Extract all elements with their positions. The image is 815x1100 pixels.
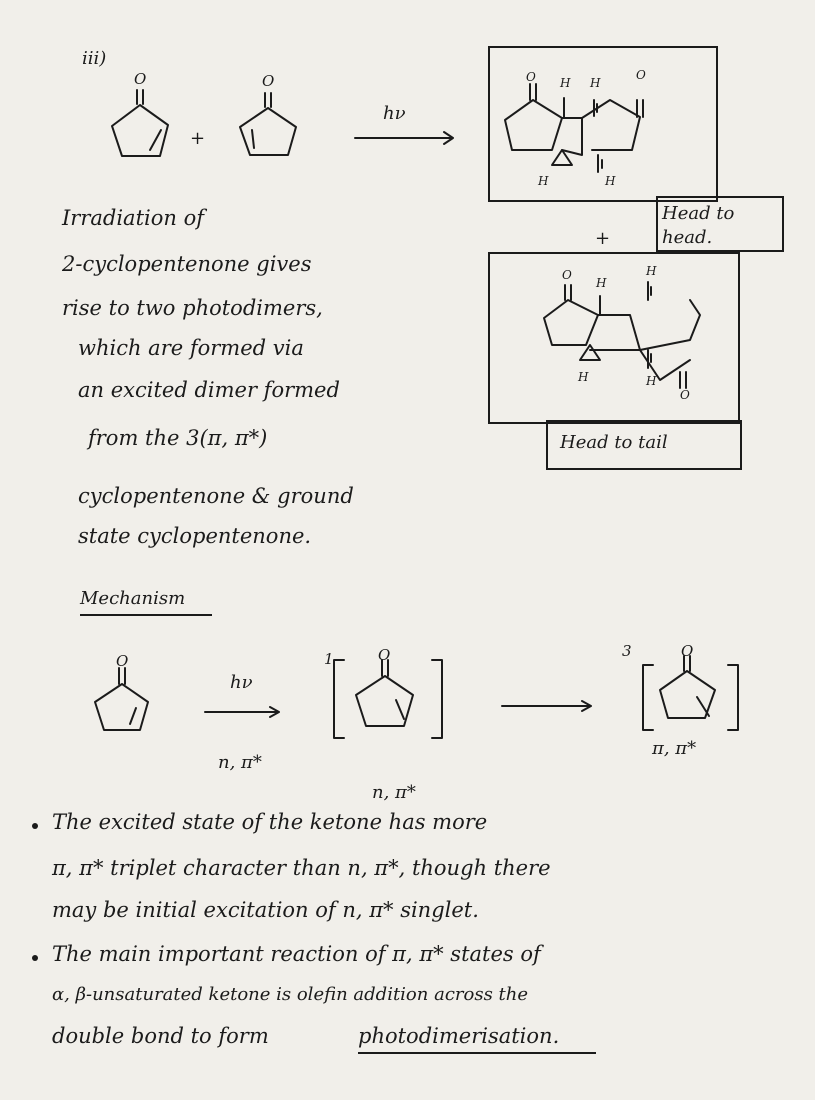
bullet-line: The excited state of the ketone has more xyxy=(52,810,488,834)
mechanism-heading-underline xyxy=(80,614,212,616)
hydrogen-label: H xyxy=(646,264,657,278)
carbonyl-o-label: O xyxy=(681,642,694,660)
triplet-superscript: 3 xyxy=(622,642,632,660)
hydrogen-label: H xyxy=(578,370,589,384)
paragraph-line: cyclopentenone & ground xyxy=(78,484,354,508)
hv-label: hν xyxy=(383,103,406,124)
hydrogen-label: H xyxy=(646,374,657,388)
oxygen-label: O xyxy=(526,70,536,84)
plus-sign: + xyxy=(190,128,206,149)
singlet-excited-structure xyxy=(334,660,442,738)
mechanism-heading: Mechanism xyxy=(80,588,186,609)
head-to-head-product-box xyxy=(488,46,718,202)
singlet-state-label: n, π* xyxy=(372,782,416,803)
hydrogen-label: H xyxy=(560,76,571,90)
hv-arrow xyxy=(355,132,453,144)
cyclopentenone-structure xyxy=(95,668,148,730)
paragraph-line: Irradiation of xyxy=(62,206,204,230)
hydrogen-label: H xyxy=(596,276,607,290)
bullet-line: The main important reaction of π, π* states of xyxy=(52,942,541,966)
bullet-line: may be initial excitation of n, π* singlet. xyxy=(52,898,479,922)
triplet-state-label: π, π* xyxy=(652,738,697,759)
carbonyl-o-label: O xyxy=(134,70,147,88)
head-to-tail-product-box xyxy=(488,252,740,424)
photodimerisation-term: photodimerisation. xyxy=(358,1024,560,1048)
head-to-head-caption: Head to head. xyxy=(662,203,735,248)
hydrogen-label: H xyxy=(605,174,616,188)
bullet-line: double bond to form xyxy=(52,1024,269,1048)
mechanism-hv-label: hν xyxy=(230,672,253,693)
head-to-tail-caption: Head to tail xyxy=(560,432,668,453)
bullet-line: π, π* triplet character than n, π*, though there xyxy=(52,856,551,880)
intersystem-arrow xyxy=(502,701,591,711)
paragraph-line: which are formed via xyxy=(78,336,304,360)
bullet-dot xyxy=(32,823,38,829)
bullet-line: α, β-unsaturated ketone is olefin addition across the xyxy=(52,984,529,1005)
singlet-superscript: 1 xyxy=(324,650,334,668)
paragraph-line: rise to two photodimers, xyxy=(62,296,323,320)
carbonyl-o-label: O xyxy=(378,646,391,664)
paragraph-line: 2-cyclopentenone gives xyxy=(62,252,312,276)
paragraph-line: state cyclopentenone. xyxy=(78,524,312,548)
mechanism-arrow-label: n, π* xyxy=(218,752,262,773)
paragraph-line: from the 3(π, π*) xyxy=(88,426,268,450)
mechanism-hv-arrow xyxy=(205,707,279,717)
hydrogen-label: H xyxy=(590,76,601,90)
bullet-dot xyxy=(32,955,38,961)
section-label: iii) xyxy=(82,48,107,69)
triplet-excited-structure xyxy=(643,656,738,730)
oxygen-label: O xyxy=(680,388,690,402)
oxygen-label: O xyxy=(562,268,572,282)
hydrogen-label: H xyxy=(538,174,549,188)
paragraph-line: an excited dimer formed xyxy=(78,378,340,402)
carbonyl-o-label: O xyxy=(262,72,275,90)
cyclopentenone-structure xyxy=(240,93,296,155)
oxygen-label: O xyxy=(636,68,646,82)
plus-between-products: + xyxy=(595,228,611,249)
cyclopentenone-structure xyxy=(112,90,168,156)
carbonyl-o-label: O xyxy=(116,652,129,670)
photodimerisation-underline xyxy=(358,1052,596,1054)
